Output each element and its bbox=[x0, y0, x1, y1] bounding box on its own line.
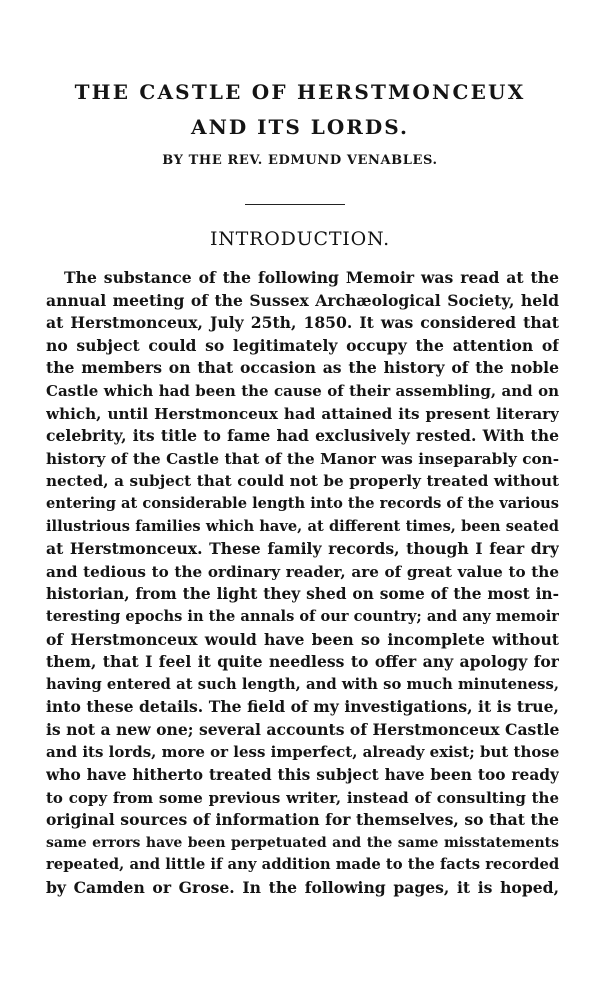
paragraph-line: original sources of information for themselves, so that the bbox=[46, 810, 559, 830]
paragraph-line: at Herstmonceux. These family records, though I fear dry bbox=[46, 539, 559, 559]
paragraph-line: of Herstmonceux would have been so incomplete without bbox=[46, 629, 559, 649]
paragraph-line: them, that I feel it quite needless to offer any apology for bbox=[46, 652, 559, 672]
paragraph-line: who have hitherto treated this subject have been too ready bbox=[46, 766, 559, 785]
paragraph-line: annual meeting of the Sussex Archæological Society, held bbox=[46, 290, 559, 310]
paragraph-line: illustrious families which have, at different times, been seated bbox=[46, 517, 559, 535]
paragraph-line: entering at considerable length into the records of the various bbox=[46, 494, 559, 512]
paragraph-line: historian, from the light they shed on some of the most in- bbox=[46, 585, 559, 604]
paragraph-line: to copy from some previous writer, instead of consulting the bbox=[46, 788, 559, 807]
paragraph-line: the members on that occasion as the history of the noble bbox=[46, 358, 559, 378]
paragraph-line: repeated, and little if any addition made to the facts recorded bbox=[46, 856, 559, 874]
title-line-1: THE CASTLE OF HERSTMONCEUX bbox=[74, 80, 526, 104]
paragraph-line: into these details. The field of my investigations, it is true, bbox=[46, 697, 559, 717]
title-line-2: AND ITS LORDS. bbox=[191, 115, 409, 139]
paragraph-line: and tedious to the ordinary reader, are of great value to the bbox=[46, 562, 559, 581]
paragraph-line: which, until Herstmonceux had attained its present literary bbox=[46, 404, 559, 423]
paragraph-line: and its lords, more or less imperfect, already exist; but those bbox=[46, 743, 559, 762]
paragraph-line: celebrity, its title to fame had exclusively rested. With the bbox=[46, 426, 559, 446]
paragraph-line: teresting epochs in the annals of our country; and any memoir bbox=[46, 607, 559, 625]
paragraph-line: having entered at such length, and with so much minuteness, bbox=[46, 675, 559, 693]
paragraph-line: same errors have been perpetuated and the same misstatements bbox=[46, 834, 559, 851]
paragraph-line: by Camden or Grose. In the following pages, it is hoped, bbox=[46, 878, 559, 898]
author-byline: BY THE REV. EDMUND VENABLES. bbox=[162, 153, 438, 168]
paragraph-line: no subject could so legitimately occupy the attention of bbox=[46, 335, 559, 355]
paragraph-line: is not a new one; several accounts of Herstmonceux Castle bbox=[46, 719, 559, 739]
paragraph-line: Castle which had been the cause of their assembling, and on bbox=[46, 381, 559, 400]
paragraph-line: at Herstmonceux, July 25th, 1850. It was considered that bbox=[46, 313, 559, 333]
paragraph-line: history of the Castle that of the Manor was inseparably con- bbox=[46, 449, 559, 468]
paragraph-line: The substance of the following Memoir was read at the bbox=[64, 268, 559, 287]
divider-rule bbox=[245, 204, 345, 205]
body-paragraph bbox=[46, 267, 559, 900]
section-heading: INTRODUCTION. bbox=[209, 228, 391, 250]
paragraph-line: nected, a subject that could not be properly treated without bbox=[46, 472, 559, 491]
